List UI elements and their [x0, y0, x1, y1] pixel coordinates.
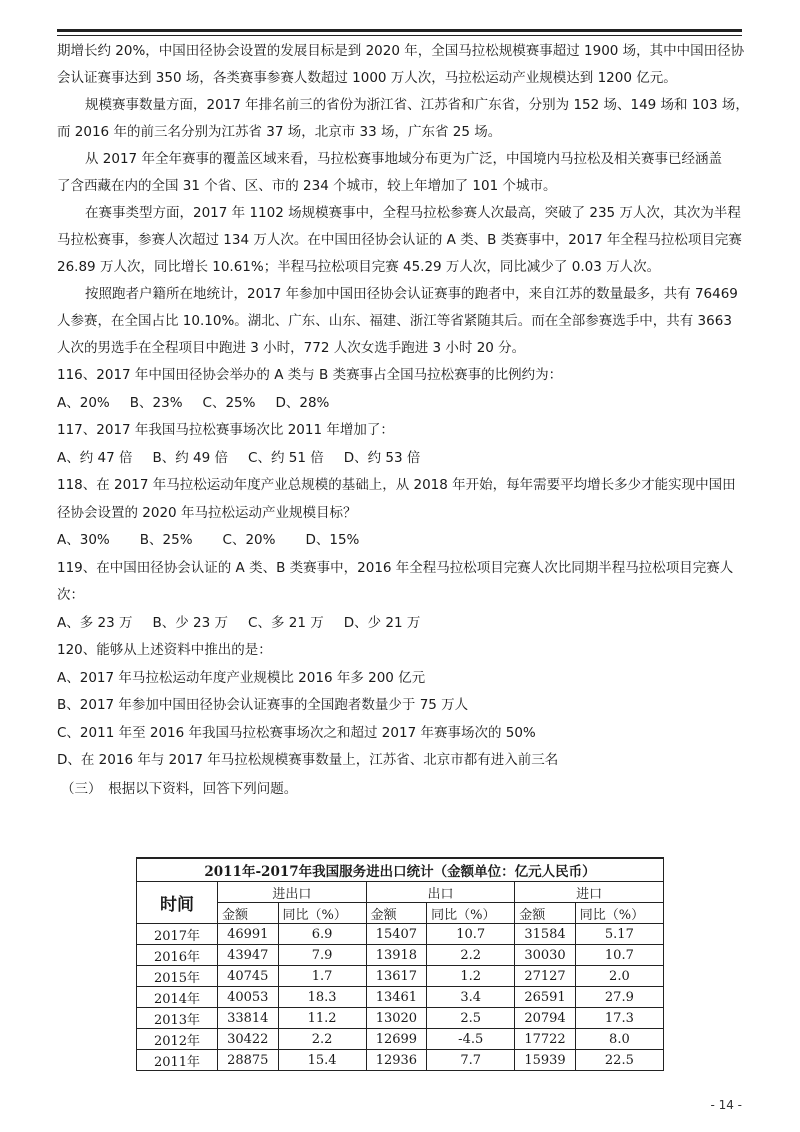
- value-cell: 27127: [515, 966, 576, 987]
- paragraph-line: 马拉松赛事，参赛人次超过 134 万人次。在中国田径协会认证的 A 类、B 类赛事中，2017 年全程马拉松项目完赛: [57, 232, 742, 248]
- document-body: [57, 38, 747, 803]
- option-row: [57, 445, 747, 473]
- option-d[interactable]: D、少 21 万: [343, 614, 421, 631]
- value-cell: 31584: [515, 924, 576, 945]
- table-title: 2011年-2017年我国服务进出口统计（金额单位：亿元人民币）: [137, 858, 664, 882]
- option-b[interactable]: B、23%: [129, 394, 183, 411]
- value-cell: 43947: [218, 945, 279, 966]
- value-cell: 15.4: [278, 1050, 366, 1071]
- option-row: [57, 610, 747, 638]
- value-cell: 5.17: [575, 924, 663, 945]
- option-d[interactable]: D、15%: [305, 532, 360, 548]
- page-number: - 14 -: [710, 1098, 742, 1112]
- value-cell: 30030: [515, 945, 576, 966]
- header-rule-thin: [57, 35, 742, 36]
- value-cell: -4.5: [427, 1029, 515, 1050]
- year-cell: 2014年: [137, 987, 218, 1008]
- option-a[interactable]: A、约 47 倍: [57, 449, 133, 466]
- paragraph-line: 期增长约 20%，中国田径协会设置的发展目标是到 2020 年，全国马拉松规模赛事超过 1900 场，其中中国田径协: [57, 43, 745, 59]
- paragraph-line: 了含西藏在内的全国 31 个省、区、市的 234 个城市，较上年增加了 101 个城市。: [57, 178, 557, 194]
- option-row: [57, 390, 747, 418]
- value-cell: 7.9: [278, 945, 366, 966]
- value-cell: 17722: [515, 1029, 576, 1050]
- value-cell: 1.7: [278, 966, 366, 987]
- option-a[interactable]: A、30%: [57, 532, 110, 548]
- question-stem: 径协会设置的 2020 年马拉松运动产业规模目标？: [57, 504, 357, 521]
- option-d[interactable]: D、约 53 倍: [343, 449, 421, 466]
- question-list: [57, 362, 747, 637]
- value-cell: 2.2: [278, 1029, 366, 1050]
- option-c[interactable]: C、约 51 倍: [248, 449, 324, 466]
- group-header-import: 进口: [515, 882, 664, 903]
- value-cell: 13020: [366, 1008, 427, 1029]
- value-cell: 7.7: [427, 1050, 515, 1071]
- header-rule-thick: [57, 29, 742, 32]
- year-cell: 2016年: [137, 945, 218, 966]
- option-c[interactable]: C、2011 年至 2016 年我国马拉松赛事场次之和超过 2017 年赛事场次的 50%: [57, 724, 536, 741]
- option-c[interactable]: C、多 21 万: [248, 614, 324, 631]
- value-cell: 15939: [515, 1050, 576, 1071]
- option-d[interactable]: D、28%: [275, 394, 330, 411]
- value-cell: 12699: [366, 1029, 427, 1050]
- question-stem: 120、能够从上述资料中推出的是：: [57, 642, 272, 658]
- value-cell: 3.4: [427, 987, 515, 1008]
- value-cell: 10.7: [575, 945, 663, 966]
- data-table-container: [136, 857, 664, 1071]
- table-row: [137, 1029, 664, 1050]
- paragraph-line: 按照跑者户籍所在地统计，2017 年参加中国田径协会认证赛事的跑者中，来自江苏的数量最多，共有 76469: [85, 286, 738, 302]
- option-a[interactable]: A、2017 年马拉松运动年度产业规模比 2016 年多 200 亿元: [57, 669, 426, 686]
- paragraph-line: 人参赛，在全国占比 10.10%。湖北、广东、山东、福建、浙江等省紧随其后。而在全部参赛选手中，共有 3663: [57, 313, 732, 329]
- paragraph-line: 会认证赛事达到 350 场，各类赛事参赛人数超过 1000 万人次，马拉松运动产业规模达到 1200 亿元。: [57, 70, 677, 86]
- option-b[interactable]: B、少 23 万: [152, 614, 229, 631]
- option-b[interactable]: B、2017 年参加中国田径协会认证赛事的全国跑者数量少于 75 万人: [57, 697, 469, 713]
- value-cell: 13918: [366, 945, 427, 966]
- value-cell: 20794: [515, 1008, 576, 1029]
- year-cell: 2011年: [137, 1050, 218, 1071]
- value-cell: 27.9: [575, 987, 663, 1008]
- option-a[interactable]: A、多 23 万: [57, 614, 133, 631]
- sub-header: 金额: [515, 903, 576, 924]
- value-cell: 18.3: [278, 987, 366, 1008]
- question-stem: 119、在中国田径协会认证的 A 类、B 类赛事中，2016 年全程马拉松项目完赛人次比同期半程马拉松项目完赛人: [57, 559, 734, 576]
- value-cell: 33814: [218, 1008, 279, 1029]
- value-cell: 17.3: [575, 1008, 663, 1029]
- paragraph-line: 在赛事类型方面，2017 年 1102 场规模赛事中，全程马拉松参赛人次最高，突破了 235 万人次，其次为半程: [85, 205, 741, 221]
- reading-passage: [57, 38, 747, 362]
- question-stem: 次：: [57, 587, 84, 603]
- value-cell: 8.0: [575, 1029, 663, 1050]
- table-row: [137, 1008, 664, 1029]
- year-cell: 2017年: [137, 924, 218, 945]
- paragraph-line: 人次的男选手在全程项目中跑进 3 小时，772 人次女选手跑进 3 小时 20 分。: [57, 340, 526, 356]
- table-body: [137, 924, 664, 1071]
- time-header: 时间: [137, 882, 218, 924]
- value-cell: 11.2: [278, 1008, 366, 1029]
- value-cell: 46991: [218, 924, 279, 945]
- paragraph-line: 而 2016 年的前三名分别为江苏省 37 场，北京市 33 场，广东省 25 场。: [57, 124, 502, 140]
- value-cell: 10.7: [427, 924, 515, 945]
- question-120: [57, 637, 747, 775]
- year-cell: 2012年: [137, 1029, 218, 1050]
- service-trade-table: [136, 857, 664, 1071]
- table-row: [137, 945, 664, 966]
- question-stem: 118、在 2017 年马拉松运动年度产业总规模的基础上，从 2018 年开始，每年需要平均增长多少才能实现中国田: [57, 477, 736, 493]
- paragraph-line: 规模赛事数量方面，2017 年排名前三的省份为浙江省、江苏省和广东省，分别为 152 场、149 场和 103 场，: [85, 97, 749, 113]
- value-cell: 28875: [218, 1050, 279, 1071]
- table-row: [137, 1050, 664, 1071]
- option-c[interactable]: C、20%: [222, 532, 276, 548]
- option-c[interactable]: C、25%: [202, 394, 256, 411]
- value-cell: 26591: [515, 987, 576, 1008]
- year-cell: 2013年: [137, 1008, 218, 1029]
- paragraph-line: 26.89 万人次，同比增长 10.61%；半程马拉松项目完赛 45.29 万人次，同比减少了 0.03 万人次。: [57, 259, 661, 275]
- sub-header: 同比（%）: [427, 903, 515, 924]
- sub-header: 同比（%）: [575, 903, 663, 924]
- value-cell: 40745: [218, 966, 279, 987]
- question-stem: 117、2017 年我国马拉松赛事场次比 2011 年增加了：: [57, 422, 394, 438]
- value-cell: 13617: [366, 966, 427, 987]
- value-cell: 2.5: [427, 1008, 515, 1029]
- value-cell: 1.2: [427, 966, 515, 987]
- option-b[interactable]: B、约 49 倍: [152, 449, 229, 466]
- table-row: [137, 924, 664, 945]
- paragraph-line: 从 2017 年全年赛事的覆盖区域来看，马拉松赛事地域分布更为广泛，中国境内马拉松及相关赛事已经涵盖: [85, 151, 722, 167]
- sub-header: 金额: [218, 903, 279, 924]
- question-stem: 116、2017 年中国田径协会举办的 A 类与 B 类赛事占全国马拉松赛事的比例约为：: [57, 367, 563, 383]
- value-cell: 22.5: [575, 1050, 663, 1071]
- value-cell: 2.0: [575, 966, 663, 987]
- section-heading: （三） 根据以下资料，回答下列问题。: [61, 780, 298, 797]
- sub-header: 同比（%）: [278, 903, 366, 924]
- value-cell: 6.9: [278, 924, 366, 945]
- sub-header: 金额: [366, 903, 427, 924]
- value-cell: 12936: [366, 1050, 427, 1071]
- table-row: [137, 966, 664, 987]
- table-row: [137, 987, 664, 1008]
- value-cell: 13461: [366, 987, 427, 1008]
- option-row: [57, 527, 747, 555]
- option-b[interactable]: B、25%: [139, 532, 193, 548]
- year-cell: 2015年: [137, 966, 218, 987]
- group-header-total: 进出口: [218, 882, 367, 903]
- option-d[interactable]: D、在 2016 年与 2017 年马拉松规模赛事数量上，江苏省、北京市都有进入前三名: [57, 752, 559, 768]
- group-header-export: 出口: [366, 882, 515, 903]
- value-cell: 40053: [218, 987, 279, 1008]
- value-cell: 15407: [366, 924, 427, 945]
- value-cell: 2.2: [427, 945, 515, 966]
- value-cell: 30422: [218, 1029, 279, 1050]
- option-a[interactable]: A、20%: [57, 394, 110, 411]
